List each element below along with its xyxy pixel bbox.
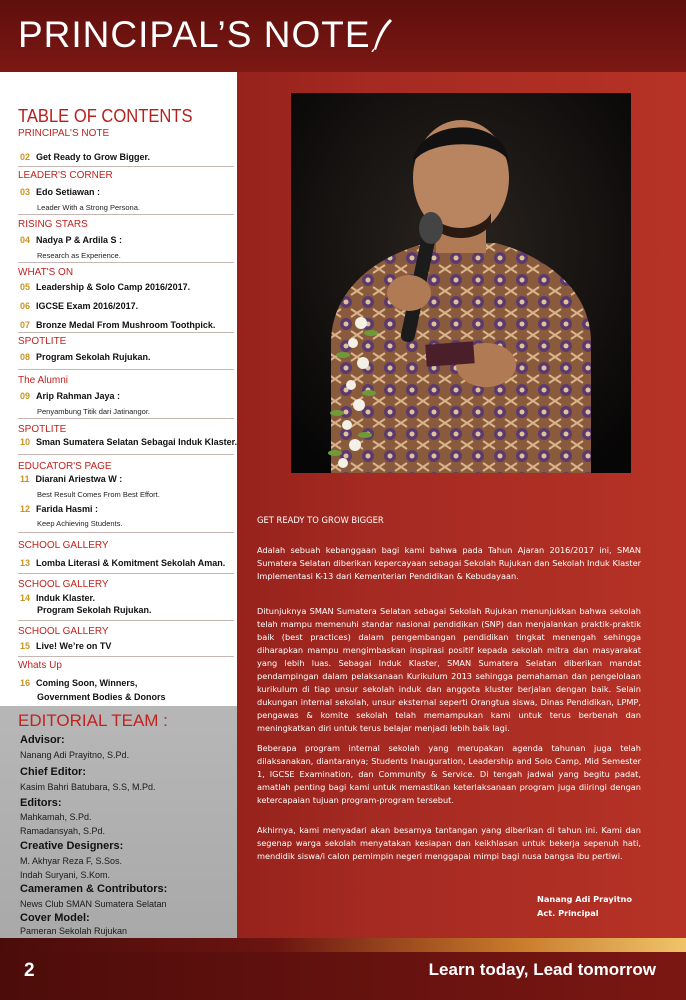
editorial-role: Creative Designers: bbox=[20, 840, 124, 852]
toc-entry-number: 13 bbox=[20, 558, 31, 568]
toc-entry-title-line2: Program Sekolah Rujukan. bbox=[37, 605, 152, 615]
toc-entry-number: 06 bbox=[20, 301, 31, 311]
toc-entry-title-line2: Government Bodies & Donors bbox=[37, 692, 166, 702]
toc-section-label: WHAT'S ON bbox=[18, 267, 74, 278]
divider bbox=[18, 418, 234, 419]
editorial-name: Indah Suryani, S.Kom. bbox=[20, 870, 111, 880]
feather-pen-icon bbox=[370, 18, 394, 52]
page-title: PRINCIPAL’S NOTE bbox=[18, 14, 371, 55]
article-heading: GET READY TO GROW BIGGER bbox=[257, 515, 384, 525]
editorial-name: Kasim Bahri Batubara, S.S, M.Pd. bbox=[20, 782, 156, 792]
divider bbox=[18, 214, 234, 215]
toc-entry-number: 16 bbox=[20, 678, 31, 688]
editorial-name: News Club SMAN Sumatera Selatan bbox=[20, 899, 167, 909]
toc-section-label: LEADER'S CORNER bbox=[18, 170, 113, 181]
toc-entry[interactable] bbox=[20, 391, 120, 401]
divider bbox=[18, 332, 234, 333]
toc-entry-title: Farida Hasmi : bbox=[36, 504, 99, 514]
toc-section-label: Whats Up bbox=[18, 660, 62, 671]
toc-entry[interactable] bbox=[20, 320, 215, 330]
toc-entry-title: Nadya P & Ardila S : bbox=[36, 235, 123, 245]
footer-tagline: Learn today, Lead tomorrow bbox=[428, 960, 656, 979]
divider bbox=[18, 166, 234, 167]
toc-entry-number: 05 bbox=[20, 282, 31, 292]
divider bbox=[18, 620, 234, 621]
toc-entry-subtitle: Penyambung Titik dari Jatinangor. bbox=[37, 407, 150, 416]
toc-section-label: SCHOOL GALLERY bbox=[18, 626, 109, 637]
toc-entry-title: IGCSE Exam 2016/2017. bbox=[36, 301, 139, 311]
table-of-contents bbox=[0, 72, 237, 706]
toc-entry-number: 02 bbox=[20, 152, 31, 162]
divider bbox=[18, 454, 234, 455]
toc-section-label: RISING STARS bbox=[18, 219, 88, 230]
editorial-name: Pameran Sekolah Rujukan bbox=[20, 926, 128, 936]
toc-entry-number: 14 bbox=[20, 593, 31, 603]
divider bbox=[18, 262, 234, 263]
page-header bbox=[0, 0, 686, 72]
toc-entry-title: Lomba Literasi & Komitment Sekolah Aman. bbox=[36, 558, 226, 568]
toc-entry-number: 09 bbox=[20, 391, 31, 401]
editorial-role: Editors: bbox=[20, 797, 62, 809]
divider bbox=[18, 573, 234, 574]
footer-accent-bar bbox=[0, 938, 686, 952]
principal-illustration bbox=[291, 93, 631, 473]
toc-entry[interactable] bbox=[20, 678, 137, 688]
toc-entry-title: Sman Sumatera Selatan Sebagai Induk Klaster. bbox=[36, 437, 238, 447]
toc-entry-number: 03 bbox=[20, 187, 31, 197]
toc-section-label: EDUCATOR'S PAGE bbox=[18, 461, 112, 472]
article-paragraph: Beberapa program internal sekolah yang merupakan agenda tahunan juga telah dilaksanakan, diantaranya; Students Inauguration, Leadership and Solo Camp, Mid Semester 1, IGCSE Examination, dan Community & Service. Di tengah jadwal yang begitu padat, amatlah penting bagi kami untuk memastikan keterlaksanaan program juga diiringi dengan ketercapaian tujuan program-program tersebut. bbox=[257, 743, 641, 805]
editorial-name: Ramadansyah, S.Pd. bbox=[20, 826, 106, 836]
toc-entry-title: Leadership & Solo Camp 2016/2017. bbox=[36, 282, 191, 292]
toc-entry-number: 11 bbox=[20, 474, 30, 484]
toc-section-label: SPOTLITE bbox=[18, 336, 67, 347]
toc-entry[interactable] bbox=[20, 558, 225, 568]
toc-entry-subtitle: Research as Experience. bbox=[37, 251, 121, 260]
toc-entry[interactable] bbox=[20, 301, 138, 311]
editorial-name: Nanang Adi Prayitno, S.Pd. bbox=[20, 750, 130, 760]
toc-entry-title: Get Ready to Grow Bigger. bbox=[36, 152, 151, 162]
divider bbox=[18, 532, 234, 533]
toc-entry-subtitle: Best Result Comes From Best Effort. bbox=[37, 490, 160, 499]
article-paragraph: Akhirnya, kami menyadari akan besarnya tantangan yang diberikan di tahun ini. Kami dan segenap warga sekolah menyatakan kesiapan dan keikhlasan untuk bekerja sepenuh hati, mendidik siswa/i calon pemimpin negeri menggapai mimpi bagi nusa bangsa ibu pertiwi. bbox=[257, 825, 641, 861]
toc-section-label: SCHOOL GALLERY bbox=[18, 540, 109, 551]
editorial-role: Advisor: bbox=[20, 734, 65, 746]
divider bbox=[18, 656, 234, 657]
toc-title: TABLE OF CONTENTS bbox=[18, 106, 193, 126]
editorial-role: Chief Editor: bbox=[20, 766, 86, 778]
divider bbox=[18, 369, 234, 370]
toc-entry-subtitle: Leader With a Strong Persona. bbox=[37, 203, 140, 212]
toc-entry-number: 04 bbox=[20, 235, 31, 245]
toc-entry-title: Program Sekolah Rujukan. bbox=[36, 352, 151, 362]
editorial-team bbox=[0, 706, 237, 938]
toc-entry[interactable] bbox=[20, 235, 122, 245]
toc-entry[interactable] bbox=[20, 352, 151, 362]
principal-photo bbox=[291, 93, 631, 473]
editorial-role: Cover Model: bbox=[20, 912, 90, 924]
page-footer bbox=[0, 952, 686, 1000]
toc-entry[interactable] bbox=[20, 282, 190, 292]
toc-entry-title: Edo Setiawan : bbox=[36, 187, 101, 197]
toc-section-label: PRINCIPAL'S NOTE bbox=[18, 128, 110, 139]
editorial-name: Mahkamah, S.Pd. bbox=[20, 812, 92, 822]
toc-entry[interactable] bbox=[20, 437, 237, 447]
editorial-role: Cameramen & Contributors: bbox=[20, 883, 168, 895]
toc-entry-subtitle: Keep Achieving Students. bbox=[37, 519, 123, 528]
toc-entry-number: 08 bbox=[20, 352, 31, 362]
toc-entry-number: 07 bbox=[20, 320, 31, 330]
toc-entry-number: 15 bbox=[20, 641, 31, 651]
signature-name: Nanang Adi Prayitno bbox=[537, 894, 632, 904]
toc-section-label: SPOTLITE bbox=[18, 424, 67, 435]
toc-entry-title: Induk Klaster. bbox=[36, 593, 96, 603]
toc-entry-title: Live! We’re on TV bbox=[36, 641, 112, 651]
toc-entry-title: Bronze Medal From Mushroom Toothpick. bbox=[36, 320, 216, 330]
toc-entry-title: Diarani Ariestwa W : bbox=[35, 474, 123, 484]
toc-entry-title: Coming Soon, Winners, bbox=[36, 678, 138, 688]
toc-entry[interactable] bbox=[20, 187, 100, 197]
toc-entry[interactable] bbox=[20, 593, 95, 603]
toc-entry-title: Arip Rahman Jaya : bbox=[36, 391, 121, 401]
article-paragraph: Adalah sebuah kebanggaan bagi kami bahwa pada Tahun Ajaran 2016/2017 ini, SMAN Sumatera Selatan diberikan kepercayaan sebagai Sekolah Rujukan dan Sekolah Induk Klaster Implementasi K-13 dari Kementerian Pendidikan & Kebudayaan. bbox=[257, 545, 641, 581]
toc-section-label: SCHOOL GALLERY bbox=[18, 579, 109, 590]
toc-entry[interactable] bbox=[20, 474, 122, 484]
toc-section-label: The Alumni bbox=[18, 375, 69, 386]
toc-entry-number: 12 bbox=[20, 504, 31, 514]
editorial-name: M. Akhyar Reza F, S.Sos. bbox=[20, 856, 123, 866]
toc-entry-number: 10 bbox=[20, 437, 31, 447]
editorial-title: EDITORIAL TEAM : bbox=[18, 711, 168, 730]
signature-title: Act. Principal bbox=[537, 908, 599, 918]
toc-entry[interactable] bbox=[20, 641, 111, 651]
article-paragraph: Ditunjuknya SMAN Sumatera Selatan sebagai Sekolah Rujukan menunjukkan bahwa sekolah telah mampu memenuhi standar nasional pendidikan (SNP) dan menjalankan praktik-praktik baik (best practices) dalam pengembangan pendidikan tingkat menengah sehingga diharapkan mampu mengimbaskan inspirasi positif kepada sekolah mitra dan masyarakat yang lebih luas. Sebagai Induk Klaster, SMAN Sumatera Selatan diberikan mandat pendampingan dalam pelaksanaan Kurikulum 2013 sehingga pemahaman dan pengelolaan kurikulum di tiap unsur sekolah induk dan anggota kluster berjalan dengan baik. Selain dukungan internal sekolah, unsur eksternal seperti Orangtua siswa, Dinas Pendidikan, LPMP, pengawas & komite sekolah telah memampukan kami untuk terus berbenah dan meningkatkan diri untuk terus belajar menjadi lebih baik lagi. bbox=[257, 606, 641, 733]
page-number: 2 bbox=[24, 960, 35, 981]
toc-entry[interactable] bbox=[20, 504, 98, 514]
toc-entry[interactable] bbox=[20, 152, 150, 162]
